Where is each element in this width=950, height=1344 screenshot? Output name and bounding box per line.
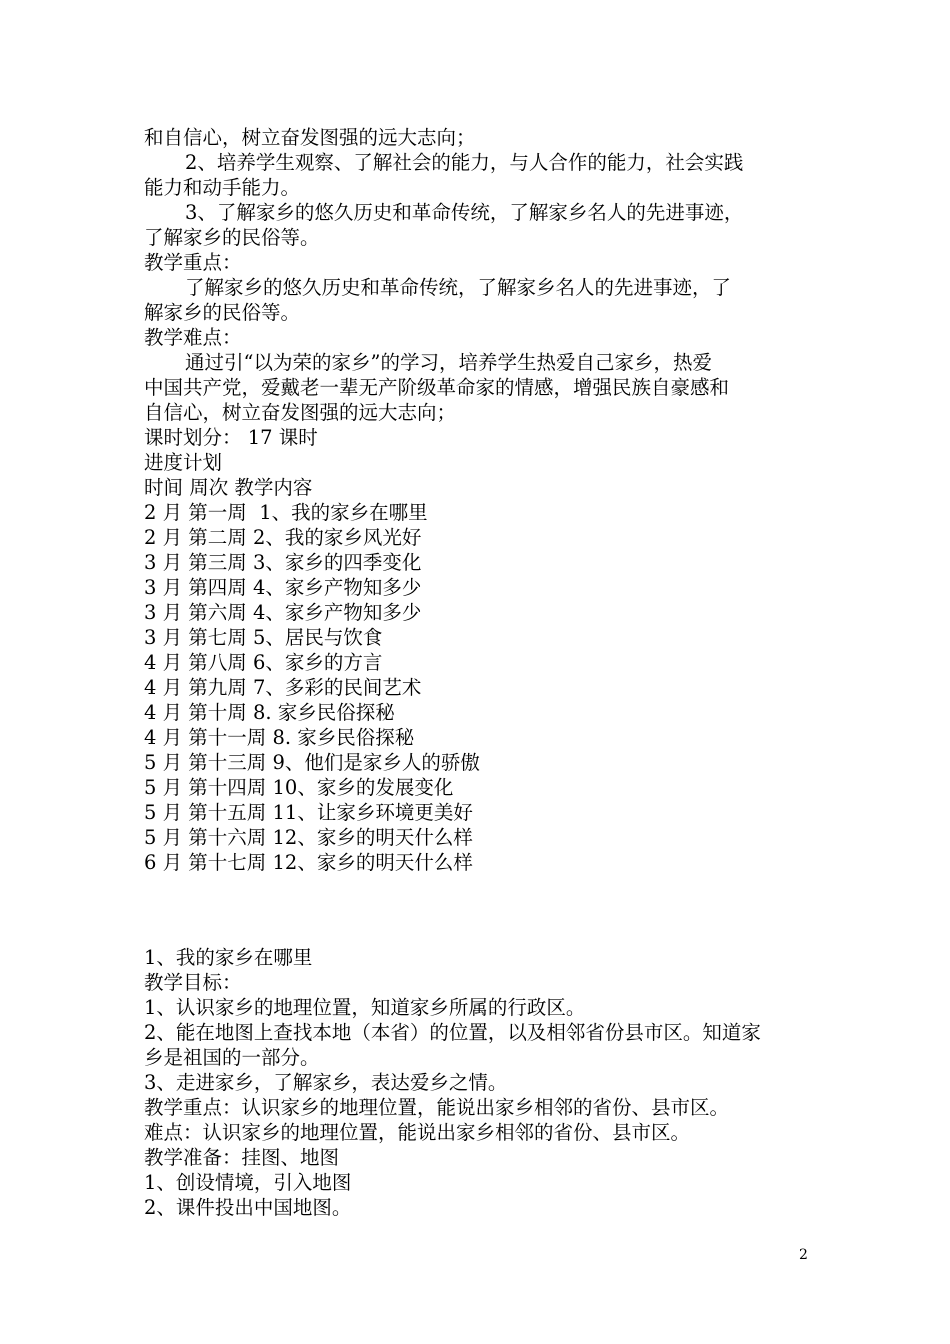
text-line: 3、了解家乡的悠久历史和革命传统，了解家乡名人的先进事迹， — [185, 201, 744, 224]
text-line: 能力和动手能力。 — [144, 176, 301, 199]
text-line: 通过引“以为荣的家乡”的学习，培养学生热爱自己家乡，热爱 — [185, 351, 712, 374]
text-line: 难点：认识家乡的地理位置，能说出家乡相邻的省份、县市区。 — [144, 1121, 691, 1144]
text-line: 课时划分： 17 课时 — [144, 426, 318, 449]
schedule-table — [144, 475, 808, 875]
text-line: 教学重点：认识家乡的地理位置，能说出家乡相邻的省份、县市区。 — [144, 1096, 730, 1119]
schedule-row: 4 月 第八周 6、家乡的方言 — [144, 651, 383, 674]
page-number: 2 — [799, 1247, 808, 1263]
section-heading: 教学难点： — [144, 326, 242, 349]
text-line: 2、培养学生观察、了解社会的能力，与人合作的能力，社会实践 — [185, 151, 744, 174]
text-line: 1、创设情境，引入地图 — [144, 1171, 352, 1194]
schedule-row: 5 月 第十六周 12、家乡的明天什么样 — [144, 826, 473, 849]
text-line: 解家乡的民俗等。 — [144, 301, 301, 324]
text-line: 2、能在地图上查找本地（本省）的位置，以及相邻省份县市区。知道家 — [144, 1021, 761, 1044]
text-line: 自信心，树立奋发图强的远大志向； — [144, 401, 457, 424]
schedule-row: 4 月 第十周 8. 家乡民俗探秘 — [144, 701, 395, 724]
text-line: 2、课件投出中国地图。 — [144, 1196, 352, 1219]
text-line: 和自信心，树立奋发图强的远大志向； — [144, 126, 476, 149]
schedule-row: 2 月 第一周 1、我的家乡在哪里 — [144, 501, 428, 524]
lesson-section — [144, 945, 808, 1220]
schedule-row: 2 月 第二周 2、我的家乡风光好 — [144, 526, 422, 549]
schedule-row: 5 月 第十五周 11、让家乡环境更美好 — [144, 801, 473, 824]
schedule-row: 6 月 第十七周 12、家乡的明天什么样 — [144, 851, 473, 874]
schedule-row: 3 月 第三周 3、家乡的四季变化 — [144, 551, 422, 574]
schedule-header: 时间 周次 教学内容 — [144, 476, 313, 499]
schedule-row: 5 月 第十四周 10、家乡的发展变化 — [144, 776, 454, 799]
section-heading: 教学目标： — [144, 971, 242, 994]
text-line: 乡是祖国的一部分。 — [144, 1046, 320, 1069]
schedule-row: 3 月 第七周 5、居民与饮食 — [144, 626, 383, 649]
schedule-row: 4 月 第九周 7、多彩的民间艺术 — [144, 676, 422, 699]
schedule-row: 3 月 第六周 4、家乡产物知多少 — [144, 601, 422, 624]
text-line: 中国共产党，爱戴老一辈无产阶级革命家的情感，增强民族自豪感和 — [144, 376, 730, 399]
text-line: 了解家乡的民俗等。 — [144, 226, 320, 249]
schedule-row: 5 月 第十三周 9、他们是家乡人的骄傲 — [144, 751, 480, 774]
lesson-title: 1、我的家乡在哪里 — [144, 946, 313, 969]
text-line: 3、走进家乡，了解家乡，表达爱乡之情。 — [144, 1071, 508, 1094]
text-line: 教学准备：挂图、地图 — [144, 1146, 340, 1169]
text-line: 了解家乡的悠久历史和革命传统，了解家乡名人的先进事迹，了 — [185, 276, 732, 299]
schedule-row: 4 月 第十一周 8. 家乡民俗探秘 — [144, 726, 415, 749]
schedule-row: 3 月 第四周 4、家乡产物知多少 — [144, 576, 422, 599]
section-heading: 教学重点： — [144, 251, 242, 274]
section-heading: 进度计划 — [144, 451, 223, 474]
intro-section — [144, 125, 808, 475]
text-line: 1、认识家乡的地理位置，知道家乡所属的行政区。 — [144, 996, 586, 1019]
